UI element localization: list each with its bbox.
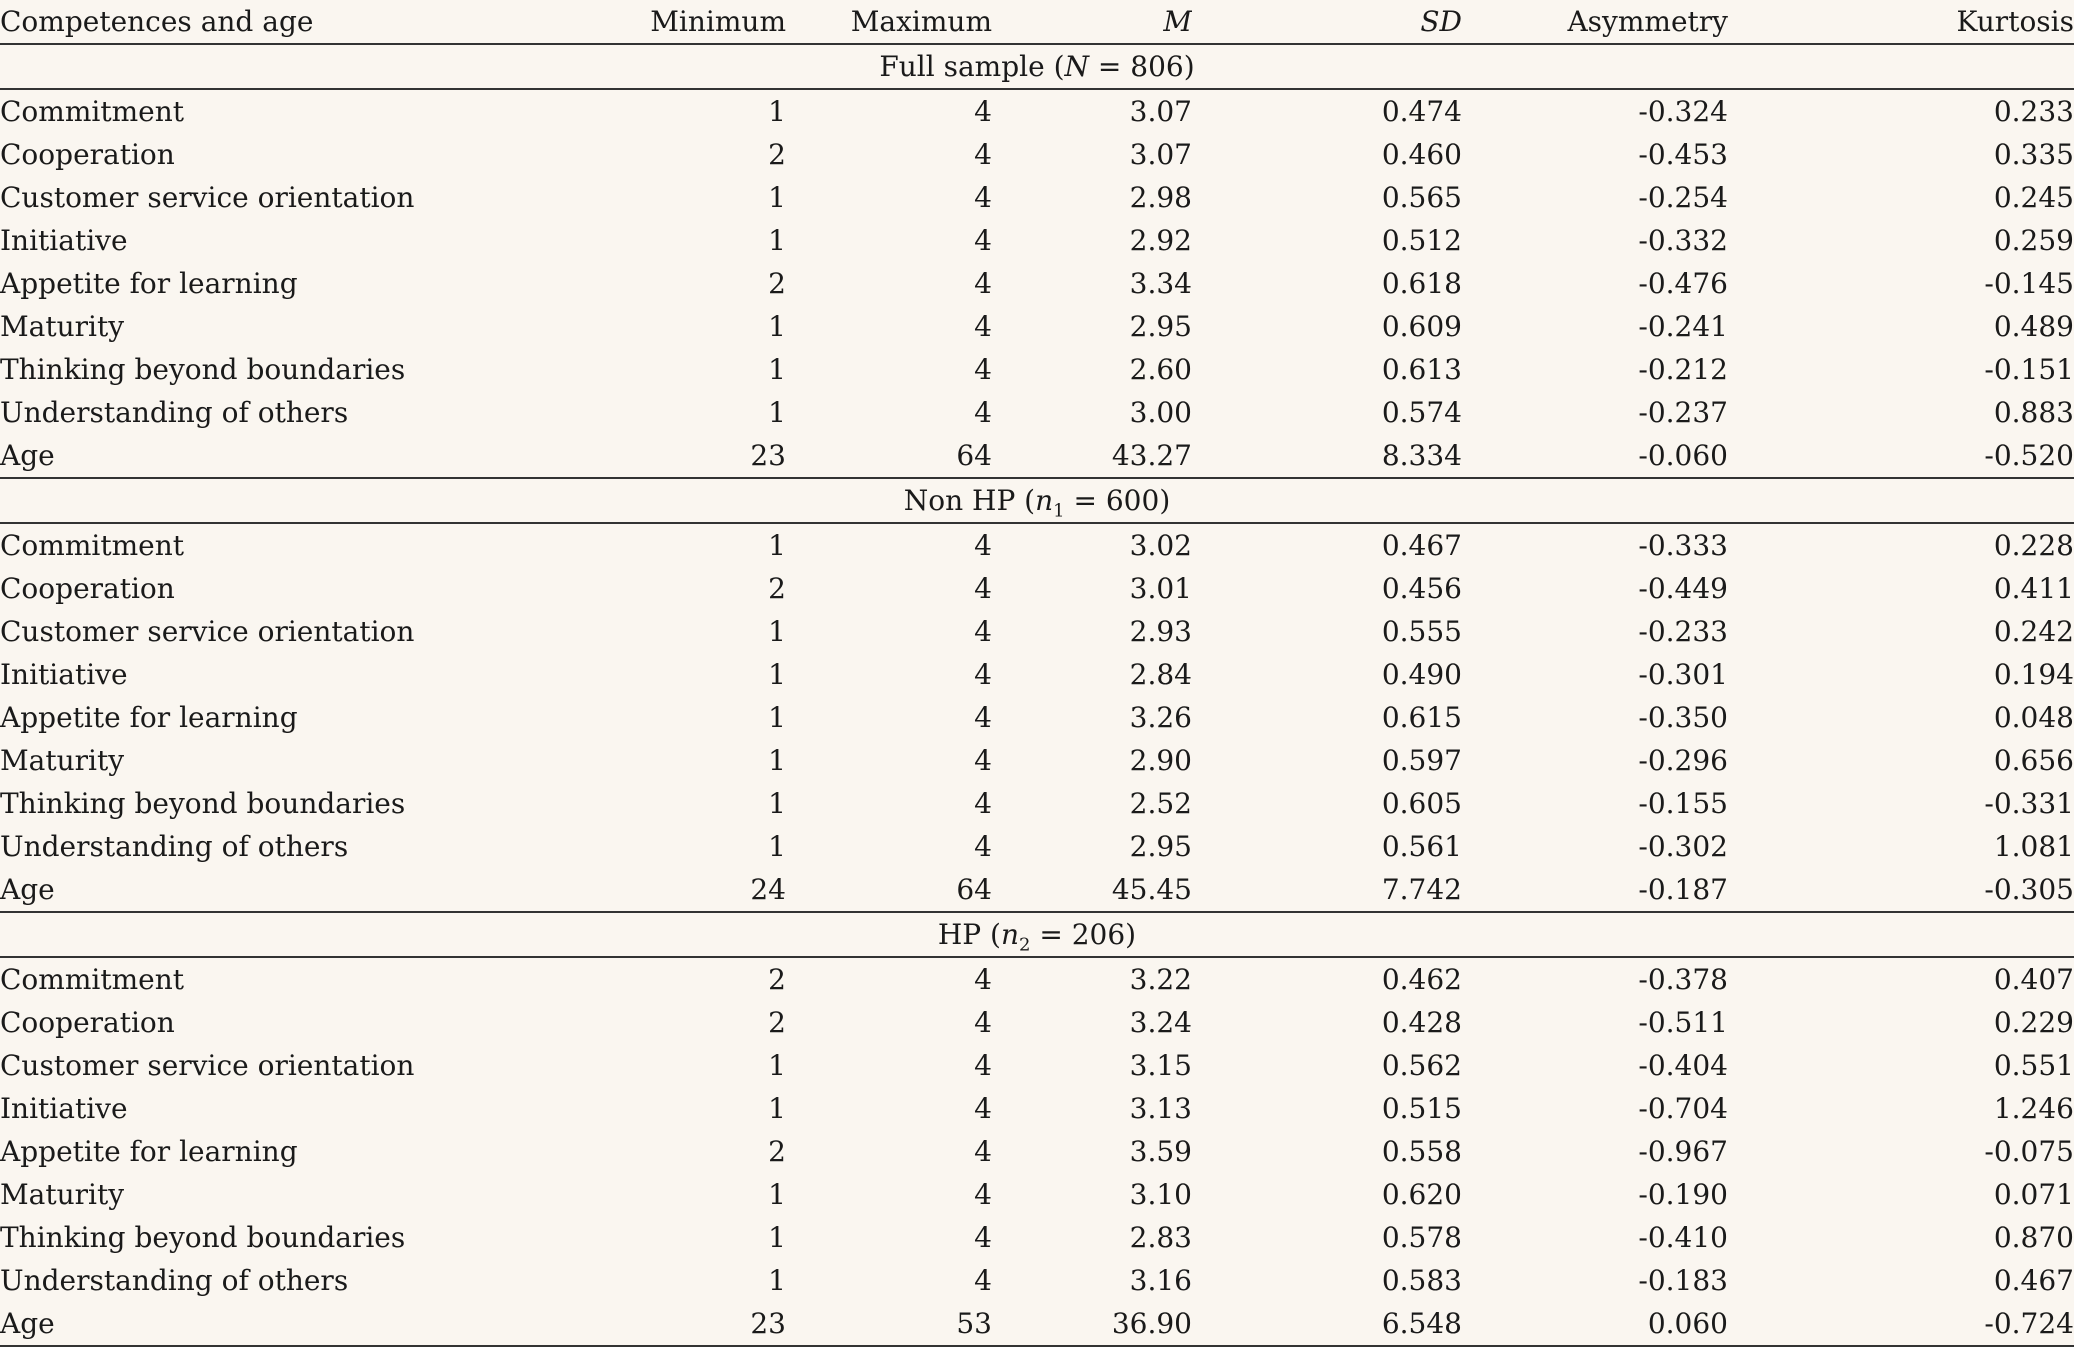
cell-maximum: 4 [974,1135,992,1168]
section-title-prefix: HP ( [937,918,1001,951]
row-label: Age [0,873,55,906]
cell-minimum: 23 [750,439,786,472]
cell-mean: 45.45 [1111,873,1192,906]
cell-sd: 0.467 [1381,529,1462,562]
cell-mean: 3.00 [1129,396,1192,429]
cell-minimum: 1 [768,181,786,214]
table-row [0,653,2074,696]
cell-mean: 36.90 [992,1302,1192,1346]
section-title-suffix: = 806) [1089,50,1195,83]
cell-minimum: 1 [768,95,786,128]
cell-minimum: 1 [768,1264,786,1297]
header-asymmetry: Asymmetry [1462,0,1728,44]
row-label: Initiative [0,1092,128,1125]
cell-minimum: 2 [768,267,786,300]
cell-minimum: 1 [768,1092,786,1125]
table-row [0,567,2074,610]
section-title-suffix: = 600) [1064,484,1171,517]
cell-asymmetry: 0.060 [1462,1302,1728,1346]
table-row [0,434,2074,478]
cell-sd: 0.515 [1381,1092,1462,1125]
cell-sd: 0.609 [1381,310,1462,343]
cell-minimum: 1 [768,1178,786,1211]
cell-minimum: 1 [768,396,786,429]
cell-sd: 0.605 [1381,787,1462,820]
cell-maximum: 4 [974,310,992,343]
cell-maximum: 4 [974,701,992,734]
row-label: Age [0,439,55,472]
section-header-row [0,478,2074,523]
cell-kurtosis: 0.071 [1993,1178,2074,1211]
cell-maximum: 64 [956,873,992,906]
cell-kurtosis: 0.194 [1993,658,2074,691]
cell-sd: 0.583 [1381,1264,1462,1297]
cell-asymmetry: -0.378 [1638,963,1728,996]
row-label: Customer service orientation [0,1049,415,1082]
cell-sd: 0.613 [1381,353,1462,386]
cell-minimum: 1 [768,701,786,734]
cell-sd: 8.334 [1381,439,1462,472]
table-row [0,1173,2074,1216]
row-label: Understanding of others [0,1264,349,1297]
cell-asymmetry: -0.233 [1638,615,1728,648]
cell-maximum: 4 [974,181,992,214]
cell-maximum: 4 [974,615,992,648]
cell-maximum: 4 [974,830,992,863]
row-label: Cooperation [0,572,175,605]
cell-asymmetry: -0.237 [1638,396,1728,429]
cell-kurtosis: -0.331 [1984,787,2074,820]
row-label: Understanding of others [0,396,349,429]
cell-kurtosis: -0.145 [1984,267,2074,300]
section-title-subscript: 2 [1019,934,1031,956]
cell-asymmetry: -0.155 [1638,787,1728,820]
row-label: Commitment [0,95,184,128]
table-row [0,1130,2074,1173]
cell-mean: 2.95 [1129,830,1192,863]
cell-asymmetry: -0.060 [1638,439,1728,472]
cell-mean: 3.34 [1129,267,1192,300]
row-label: Commitment [0,963,184,996]
cell-minimum: 2 [768,1006,786,1039]
cell-sd: 0.460 [1381,138,1462,171]
table-row [0,1001,2074,1044]
cell-sd: 0.578 [1381,1221,1462,1254]
cell-maximum: 53 [786,1302,992,1346]
section-title-variable: n [1000,918,1020,951]
cell-mean: 2.84 [1129,658,1192,691]
cell-minimum: 1 [768,224,786,257]
cell-kurtosis: 0.228 [1993,529,2074,562]
section-title-prefix: Non HP ( [903,484,1036,517]
cell-minimum: 1 [768,830,786,863]
cell-mean: 3.07 [1129,138,1192,171]
cell-sd: 0.618 [1381,267,1462,300]
table-body [0,44,2074,1346]
table-row [0,696,2074,739]
cell-sd: 0.456 [1381,572,1462,605]
table-row [0,219,2074,262]
table-row [0,1302,2074,1346]
cell-sd: 0.615 [1381,701,1462,734]
cell-asymmetry: -0.449 [1638,572,1728,605]
cell-kurtosis: 0.335 [1993,138,2074,171]
cell-sd: 0.561 [1381,830,1462,863]
cell-maximum: 4 [974,396,992,429]
cell-mean: 43.27 [1111,439,1192,472]
section-title-suffix: = 206) [1030,918,1137,951]
cell-minimum: 1 [768,744,786,777]
table-row [0,868,2074,912]
cell-sd: 0.558 [1381,1135,1462,1168]
table-row [0,262,2074,305]
cell-asymmetry: -0.350 [1638,701,1728,734]
section-title-variable: n [1035,484,1054,517]
cell-maximum: 4 [974,658,992,691]
cell-maximum: 4 [974,744,992,777]
table-row [0,610,2074,653]
cell-kurtosis: 0.242 [1993,615,2074,648]
cell-sd: 0.574 [1381,396,1462,429]
cell-sd: 0.562 [1381,1049,1462,1082]
cell-mean: 3.16 [1129,1264,1192,1297]
cell-maximum: 4 [974,267,992,300]
cell-maximum: 4 [974,95,992,128]
cell-maximum: 4 [974,1221,992,1254]
table-row [0,133,2074,176]
row-label: Appetite for learning [0,267,298,300]
cell-asymmetry: -0.183 [1638,1264,1728,1297]
cell-mean: 3.10 [1129,1178,1192,1211]
cell-sd: 7.742 [1381,873,1462,906]
cell-minimum: 23 [470,1302,786,1346]
cell-mean: 2.90 [1129,744,1192,777]
header-row [0,0,2074,44]
table-row [0,1259,2074,1302]
header-label: Competences and age [0,0,470,44]
row-label: Maturity [0,744,125,777]
cell-minimum: 1 [768,658,786,691]
cell-sd: 0.462 [1381,963,1462,996]
table-row [0,957,2074,1001]
row-label: Age [0,1302,470,1346]
cell-minimum: 1 [768,1049,786,1082]
cell-sd: 6.548 [1192,1302,1462,1346]
section-title-prefix: Full sample ( [879,50,1065,83]
cell-kurtosis: 1.081 [1993,830,2074,863]
row-label: Initiative [0,224,128,257]
cell-asymmetry: -0.324 [1638,95,1728,128]
row-label: Customer service orientation [0,181,415,214]
cell-asymmetry: -0.704 [1638,1092,1728,1125]
section-title-subscript: 1 [1053,500,1065,522]
cell-kurtosis: 0.870 [1993,1221,2074,1254]
row-label: Thinking beyond boundaries [0,353,406,386]
row-label: Cooperation [0,138,175,171]
cell-asymmetry: -0.190 [1638,1178,1728,1211]
cell-kurtosis: -0.724 [1728,1302,2074,1346]
cell-maximum: 64 [956,439,992,472]
row-label: Thinking beyond boundaries [0,1221,406,1254]
table-row [0,305,2074,348]
cell-maximum: 4 [974,138,992,171]
cell-asymmetry: -0.404 [1638,1049,1728,1082]
cell-asymmetry: -0.410 [1638,1221,1728,1254]
cell-minimum: 1 [768,310,786,343]
table-header [0,0,2074,44]
table-row [0,523,2074,567]
cell-minimum: 2 [768,572,786,605]
cell-kurtosis: 0.551 [1993,1049,2074,1082]
cell-sd: 0.512 [1381,224,1462,257]
cell-minimum: 2 [768,963,786,996]
table-row [0,782,2074,825]
cell-mean: 3.24 [1129,1006,1192,1039]
cell-kurtosis: 0.489 [1993,310,2074,343]
cell-maximum: 4 [974,529,992,562]
cell-minimum: 1 [768,1221,786,1254]
cell-maximum: 4 [974,353,992,386]
cell-mean: 2.60 [1129,353,1192,386]
cell-kurtosis: 0.411 [1993,572,2074,605]
cell-mean: 3.26 [1129,701,1192,734]
cell-kurtosis: 0.467 [1993,1264,2074,1297]
table-row [0,1087,2074,1130]
cell-asymmetry: -0.241 [1638,310,1728,343]
cell-sd: 0.474 [1381,95,1462,128]
header-maximum: Maximum [786,0,992,44]
cell-kurtosis: 0.233 [1993,95,2074,128]
row-label: Maturity [0,1178,125,1211]
cell-asymmetry: -0.967 [1638,1135,1728,1168]
cell-asymmetry: -0.511 [1638,1006,1728,1039]
table-row [0,89,2074,133]
cell-asymmetry: -0.302 [1638,830,1728,863]
cell-maximum: 4 [974,224,992,257]
cell-asymmetry: -0.476 [1638,267,1728,300]
cell-mean: 2.93 [1129,615,1192,648]
cell-minimum: 1 [768,529,786,562]
cell-kurtosis: 1.246 [1993,1092,2074,1125]
table-row [0,739,2074,782]
table-row [0,1216,2074,1259]
cell-maximum: 4 [974,963,992,996]
cell-kurtosis: -0.075 [1984,1135,2074,1168]
cell-maximum: 4 [974,787,992,820]
table-row [0,391,2074,434]
cell-kurtosis: -0.305 [1984,873,2074,906]
cell-minimum: 1 [768,615,786,648]
cell-asymmetry: -0.453 [1638,138,1728,171]
row-label: Appetite for learning [0,1135,298,1168]
cell-mean: 3.13 [1129,1092,1192,1125]
cell-maximum: 4 [974,1006,992,1039]
cell-mean: 2.83 [1129,1221,1192,1254]
header-mean: M [992,0,1192,44]
section-title [0,912,2074,957]
cell-kurtosis: 0.407 [1993,963,2074,996]
cell-sd: 0.597 [1381,744,1462,777]
cell-kurtosis: 0.883 [1993,396,2074,429]
section-title [0,44,2074,89]
table-row [0,348,2074,391]
cell-maximum: 4 [974,1092,992,1125]
cell-asymmetry: -0.187 [1638,873,1728,906]
cell-mean: 3.22 [1129,963,1192,996]
row-label: Initiative [0,658,128,691]
row-label: Maturity [0,310,125,343]
cell-mean: 3.15 [1129,1049,1192,1082]
section-title-variable: N [1064,50,1090,83]
cell-maximum: 4 [974,1049,992,1082]
header-minimum: Minimum [470,0,786,44]
cell-asymmetry: -0.212 [1638,353,1728,386]
cell-mean: 3.02 [1129,529,1192,562]
section-header-row [0,912,2074,957]
header-kurtosis: Kurtosis [1728,0,2074,44]
cell-minimum: 2 [768,1135,786,1168]
cell-asymmetry: -0.332 [1638,224,1728,257]
cell-asymmetry: -0.333 [1638,529,1728,562]
row-label: Appetite for learning [0,701,298,734]
section-header-row [0,44,2074,89]
cell-minimum: 1 [768,353,786,386]
cell-sd: 0.565 [1381,181,1462,214]
cell-sd: 0.555 [1381,615,1462,648]
cell-mean: 3.01 [1129,572,1192,605]
header-sd: SD [1192,0,1462,44]
cell-mean: 2.95 [1129,310,1192,343]
cell-mean: 2.52 [1129,787,1192,820]
row-label: Commitment [0,529,184,562]
cell-asymmetry: -0.254 [1638,181,1728,214]
cell-sd: 0.620 [1381,1178,1462,1211]
cell-asymmetry: -0.296 [1638,744,1728,777]
section-title [0,478,2074,523]
cell-kurtosis: 0.048 [1993,701,2074,734]
cell-mean: 3.59 [1129,1135,1192,1168]
cell-maximum: 4 [974,572,992,605]
cell-mean: 3.07 [1129,95,1192,128]
cell-mean: 2.98 [1129,181,1192,214]
table-row [0,176,2074,219]
row-label: Customer service orientation [0,615,415,648]
cell-maximum: 4 [974,1178,992,1211]
cell-maximum: 4 [974,1264,992,1297]
cell-kurtosis: 0.259 [1993,224,2074,257]
cell-mean: 2.92 [1129,224,1192,257]
cell-minimum: 24 [750,873,786,906]
cell-kurtosis: 0.656 [1993,744,2074,777]
cell-asymmetry: -0.301 [1638,658,1728,691]
table-row [0,825,2074,868]
cell-minimum: 1 [768,787,786,820]
cell-sd: 0.490 [1381,658,1462,691]
row-label: Understanding of others [0,830,349,863]
cell-sd: 0.428 [1381,1006,1462,1039]
cell-minimum: 2 [768,138,786,171]
cell-kurtosis: -0.520 [1984,439,2074,472]
row-label: Thinking beyond boundaries [0,787,406,820]
table-row [0,1044,2074,1087]
cell-kurtosis: -0.151 [1984,353,2074,386]
cell-kurtosis: 0.229 [1993,1006,2074,1039]
row-label: Cooperation [0,1006,175,1039]
cell-kurtosis: 0.245 [1993,181,2074,214]
